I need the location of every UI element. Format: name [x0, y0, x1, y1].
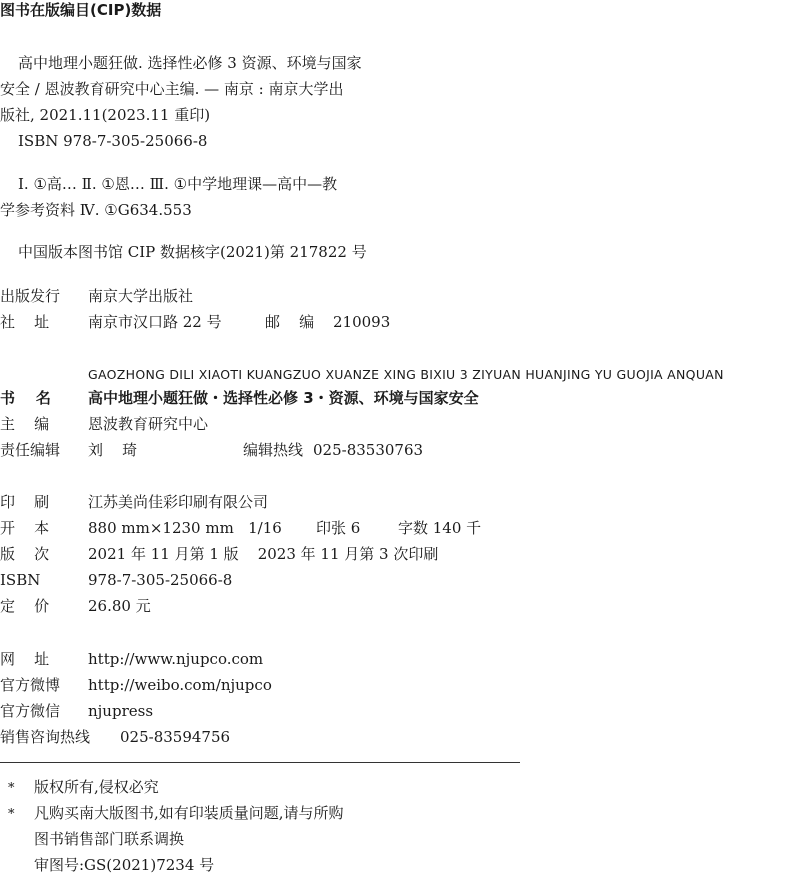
price-label: 定 价 — [0, 597, 50, 615]
note-asterisk-2: * — [8, 807, 15, 822]
resp-editor-label: 责任编辑 — [0, 441, 61, 459]
book-title-value: 高中地理小题狂做・选择性必修 3・资源、环境与国家安全 — [88, 389, 479, 407]
cip-number: 中国版本图书馆 CIP 数据核字(2021)第 217822 号 — [18, 243, 367, 261]
cip-isbn: ISBN 978-7-305-25066-8 — [18, 132, 208, 150]
resp-editor-value: 刘 琦 — [88, 441, 138, 459]
cip-entry-line-3: 版社, 2021.11(2023.11 重印) — [0, 106, 211, 124]
website-link[interactable]: http://www.njupco.com — [88, 650, 264, 668]
pinyin-title: GAOZHONG DILI XIAOTI KUANGZUO XUANZE XING BIXIU 3 ZIYUAN HUANJING YU GUOJIA ANQUAN — [88, 367, 724, 382]
publisher-label: 出版发行 — [0, 287, 61, 305]
price-value: 26.80 元 — [88, 597, 151, 615]
weibo-link[interactable]: http://weibo.com/njupco — [88, 676, 272, 694]
sales-hotline-value: 025-83594756 — [120, 728, 231, 746]
wechat-label: 官方微信 — [0, 702, 61, 720]
divider — [0, 762, 520, 763]
editor-value: 恩波教育研究中心 — [88, 415, 209, 433]
printer-value: 江苏美尚佳彩印刷有限公司 — [88, 493, 269, 511]
website-label: 网 址 — [0, 650, 50, 668]
printer-label: 印 刷 — [0, 493, 50, 511]
postcode-label: 邮 编 — [265, 313, 315, 331]
cip-entry-line-1: 高中地理小题狂做. 选择性必修 3 资源、环境与国家 — [18, 54, 362, 72]
note-copyright: 版权所有,侵权必究 — [34, 778, 159, 796]
cip-heading: 图书在版编目(CIP)数据 — [0, 1, 162, 19]
sheets-value: 印张 6 — [316, 519, 361, 537]
format-value: 880 mm×1230 mm 1/16 — [88, 519, 282, 537]
hotline-value: 025-83530763 — [313, 441, 424, 459]
weibo-label: 官方微博 — [0, 676, 61, 694]
cip-entry-line-2: 安全 / 恩波教育研究中心主编. — 南京 : 南京大学出 — [0, 80, 344, 98]
edition-label: 版 次 — [0, 545, 50, 563]
note-quality-line-1: 凡购买南大版图书,如有印装质量问题,请与所购 — [34, 804, 344, 822]
sales-hotline-label: 销售咨询热线 — [0, 728, 91, 746]
hotline-label: 编辑热线 — [243, 441, 304, 459]
cip-subject-line-2: 学参考资料 Ⅳ. ①G634.553 — [0, 201, 192, 219]
publisher-value: 南京大学出版社 — [88, 287, 194, 305]
book-title-label: 书 名 — [0, 389, 51, 407]
edition-value: 2021 年 11 月第 1 版 2023 年 11 月第 3 次印刷 — [88, 545, 439, 563]
note-map-review-number: 审图号:GS(2021)7234 号 — [34, 856, 215, 874]
note-asterisk-1: * — [8, 781, 15, 796]
note-quality-line-2: 图书销售部门联系调换 — [34, 830, 185, 848]
format-label: 开 本 — [0, 519, 50, 537]
address-label: 社 址 — [0, 313, 50, 331]
cip-subject-line-1: Ⅰ. ①高… Ⅱ. ①恩… Ⅲ. ①中学地理课—高中—教 — [18, 175, 338, 193]
words-value: 字数 140 千 — [398, 519, 482, 537]
isbn-value: 978-7-305-25066-8 — [88, 571, 233, 589]
postcode-value: 210093 — [333, 313, 391, 331]
editor-label: 主 编 — [0, 415, 50, 433]
wechat-value: njupress — [88, 702, 154, 720]
isbn-label: ISBN — [0, 571, 41, 589]
address-value: 南京市汉口路 22 号 — [88, 313, 222, 331]
